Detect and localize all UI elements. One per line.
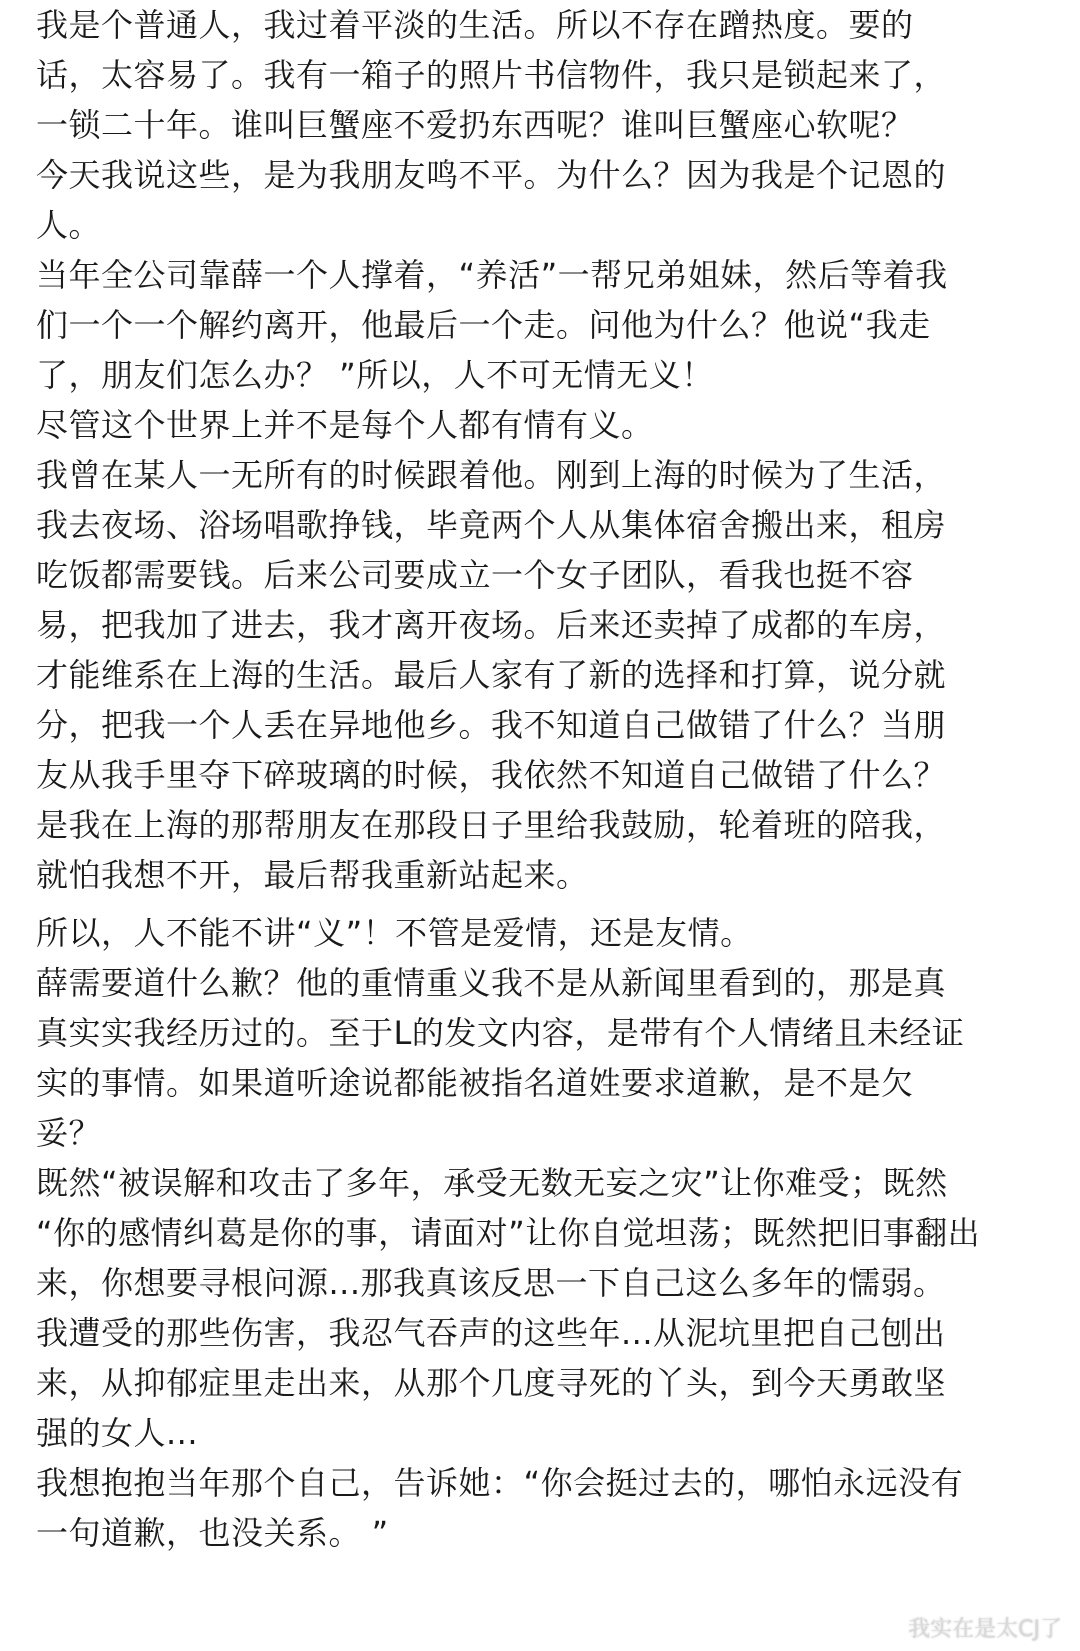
text-line: 我是个普通人，我过着平淡的生活。所以不存在蹭热度。要的 <box>36 6 914 44</box>
text-line: 了，朋友们怎么办？ ”所以，人不可无情无义！ <box>36 356 714 394</box>
text-line: 吃饭都需要钱。后来公司要成立一个女子团队，看我也挺不容 <box>36 556 914 594</box>
watermark: 我实在是太CJ了 <box>908 1617 1062 1642</box>
text-line: 们一个一个解约离开，他最后一个走。问他为什么？他说“我走 <box>36 306 931 344</box>
text-line: 妥？ <box>36 1114 102 1152</box>
text-line: 当年全公司靠薛一个人撑着，“养活”一帮兄弟姐妹，然后等着我 <box>36 256 948 294</box>
text-line: 话，太容易了。我有一箱子的照片书信物件，我只是锁起来了， <box>36 56 947 94</box>
text-line: 所以，人不能不讲“义”！不管是爱情，还是友情。 <box>36 914 753 952</box>
text-line: 易，把我加了进去，我才离开夜场。后来还卖掉了成都的车房， <box>36 606 947 644</box>
text-line: 真实实我经历过的。至于L的发文内容，是带有个人情绪且未经证 <box>36 1014 965 1052</box>
text-line: 分，把我一个人丢在异地他乡。我不知道自己做错了什么？当朋 <box>36 706 947 744</box>
text-line: 今天我说这些，是为我朋友鸣不平。为什么？因为我是个记恩的 <box>36 156 947 194</box>
text-line: 一锁二十年。谁叫巨蟹座不爱扔东西呢？谁叫巨蟹座心软呢？ <box>36 106 914 144</box>
text-line: 来，从抑郁症里走出来，从那个几度寻死的丫头，到今天勇敢坚 <box>36 1364 947 1402</box>
text-line: 实的事情。如果道听途说都能被指名道姓要求道歉，是不是欠 <box>36 1064 914 1102</box>
text-line: 尽管这个世界上并不是每个人都有情有义。 <box>36 406 654 444</box>
text-line: 人。 <box>36 206 102 244</box>
text-line: 一句道歉，也没关系。 ” <box>36 1514 389 1552</box>
text-line: 既然“被误解和攻击了多年，承受无数无妄之灾”让你难受；既然 <box>36 1164 948 1202</box>
text-line: 我想抱抱当年那个自己，告诉她：“你会挺过去的，哪怕永远没有 <box>36 1464 964 1502</box>
text-line: 才能维系在上海的生活。最后人家有了新的选择和打算，说分就 <box>36 656 947 694</box>
text-line: 我曾在某人一无所有的时候跟着他。刚到上海的时候为了生活， <box>36 456 947 494</box>
text-line: 友从我手里夺下碎玻璃的时候，我依然不知道自己做错了什么？ <box>36 756 947 794</box>
text-line: 是我在上海的那帮朋友在那段日子里给我鼓励，轮着班的陪我， <box>36 806 947 844</box>
text-line: 我去夜场、浴场唱歌挣钱，毕竟两个人从集体宿舍搬出来，租房 <box>36 506 947 544</box>
paragraph-gap <box>36 900 1056 908</box>
text-line: 我遭受的那些伤害，我忍气吞声的这些年...从泥坑里把自己刨出 <box>36 1314 946 1352</box>
text-line: “你的感情纠葛是你的事，请面对”让你自觉坦荡；既然把旧事翻出 <box>36 1214 981 1252</box>
post-body <box>36 0 1056 1558</box>
text-line: 就怕我想不开，最后帮我重新站起来。 <box>36 856 589 894</box>
text-line: 薛需要道什么歉？他的重情重义我不是从新闻里看到的，那是真 <box>36 964 947 1002</box>
text-line: 来，你想要寻根问源...那我真该反思一下自己这么多年的懦弱。 <box>36 1264 946 1302</box>
text-line: 强的女人... <box>36 1414 199 1452</box>
